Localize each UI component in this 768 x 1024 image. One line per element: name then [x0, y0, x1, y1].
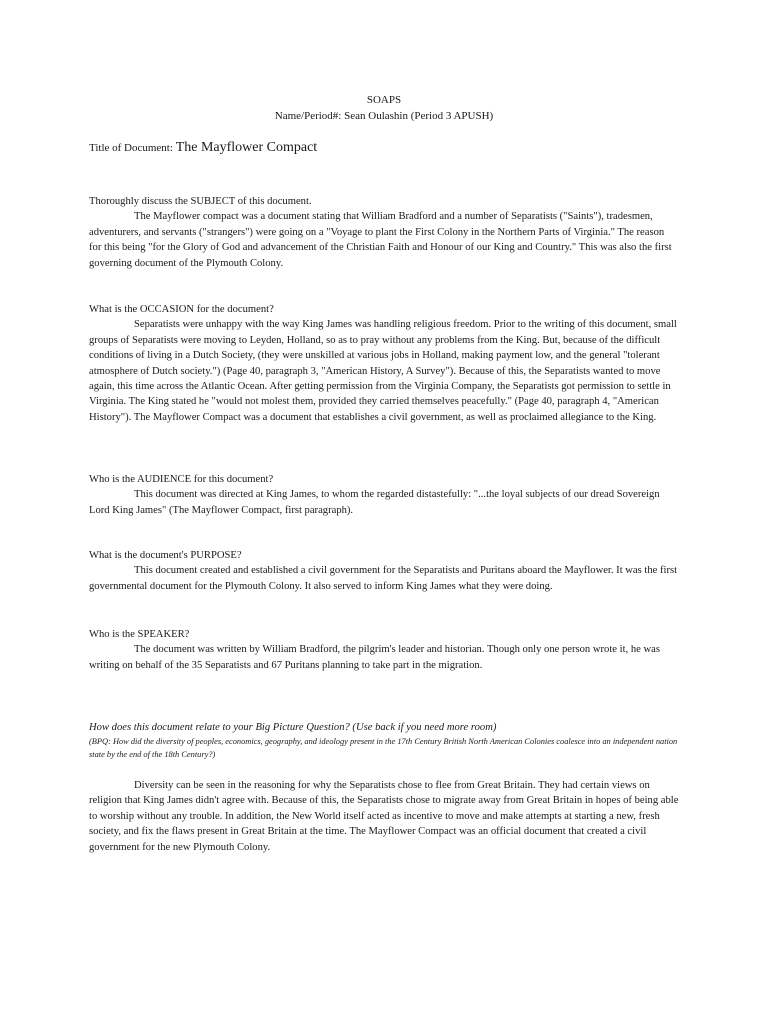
subject-section — [89, 194, 679, 271]
big-picture-answer: Diversity can be seen in the reasoning for why the Separatists chose to flee from Great Britain. They had certain views on religion that King James didn't agree with. Because of this, the Separatists chose to migrate away from Great Britain in hopes of being able to worship without any trouble. In addition, the New World itself acted as incentive to move and make attempts at starting a new, fresh society, and fix the flaws present in Great Britain at the time. The Mayflower Compact was an official document that created a civil government for the new Plymouth Colony. — [89, 780, 679, 853]
purpose-answer: This document created and established a civil government for the Separatists and Puritans aboard the Mayflower. It was the first governmental document for the Plymouth Colony. It also served to inform King James what they were doing. — [89, 565, 678, 592]
purpose-section — [89, 548, 679, 594]
occasion-question: What is the OCCASION for the document? — [89, 304, 274, 315]
name-period-line: Name/Period#: Sean Oulashin (Period 3 APUSH) — [274, 110, 494, 122]
subject-answer: The Mayflower compact was a document stating that William Bradford and a number of Separatists ("Saints"), tradesmen, adventurers, and servants ("strangers") were going on a "Voyage to plant the First Colony in the Northern Parts of Virginia." The reason for this being "for the Glory of God and advancement of the Christian Faith and Honour of our King and Country." This was also the first governing document of the Plymouth Colony. — [89, 211, 672, 269]
subject-question: Thoroughly discuss the SUBJECT of this document. — [89, 196, 312, 207]
big-picture-question: How does this document relate to your Big Picture Question? (Use back if you need more room) — [89, 722, 497, 733]
document-title-label: Title of Document: — [89, 142, 176, 154]
audience-question: Who is the AUDIENCE for this document? — [89, 474, 274, 485]
document-title-value: The Mayflower Compact — [175, 140, 318, 155]
form-title: SOAPS — [366, 94, 402, 106]
speaker-answer: The document was written by William Bradford, the pilgrim's leader and historian. Though only one person wrote it, he was writing on behalf of the 35 Separatists and 67 Puritans planning to take part in the migration. — [89, 644, 660, 671]
speaker-section — [89, 627, 679, 673]
audience-answer: This document was directed at King James, to whom the regarded distastefully: "...the loyal subjects of our dread Sovereign Lord King James" (The Mayflower Compact, first paragraph). — [89, 489, 660, 516]
speaker-question: Who is the SPEAKER? — [89, 629, 190, 640]
document-title-row — [89, 138, 317, 158]
audience-section — [89, 472, 679, 518]
big-picture-section — [89, 720, 679, 855]
occasion-answer: Separatists were unhappy with the way King James was handling religious freedom. Prior to the writing of this document, small groups of Separatists were moving to Leyden, Holland, so as to pray without any problems from the King. But, because of the difficult conditions of living in a Dutch Society, (they were unskilled at various jobs in Holland, making payment low, and the general "tolerant atmosphere of Dutch society.") (Page 40, paragraph 3, "American History, A Survey"). Because of this, the Separatists wanted to move again, this time across the Atlantic Ocean. After getting permission from the Virginia Company, the Separatists got permission to settle in Virginia. The King stated he "would not molest them, provided they carried themselves peacefully." (Page 40, paragraph 4, "American History"). The Mayflower Compact was a document that establishes a civil government, as well as proclaimed allegiance to the King. — [89, 319, 677, 423]
occasion-section — [89, 302, 679, 425]
purpose-question: What is the document's PURPOSE? — [89, 550, 242, 561]
bpq-note: (BPQ: How did the diversity of peoples, economics, geography, and ideology present in the 17th Century British North American Colonies coalesce into an independent nation state by the end of the 18th Century?) — [89, 737, 678, 759]
